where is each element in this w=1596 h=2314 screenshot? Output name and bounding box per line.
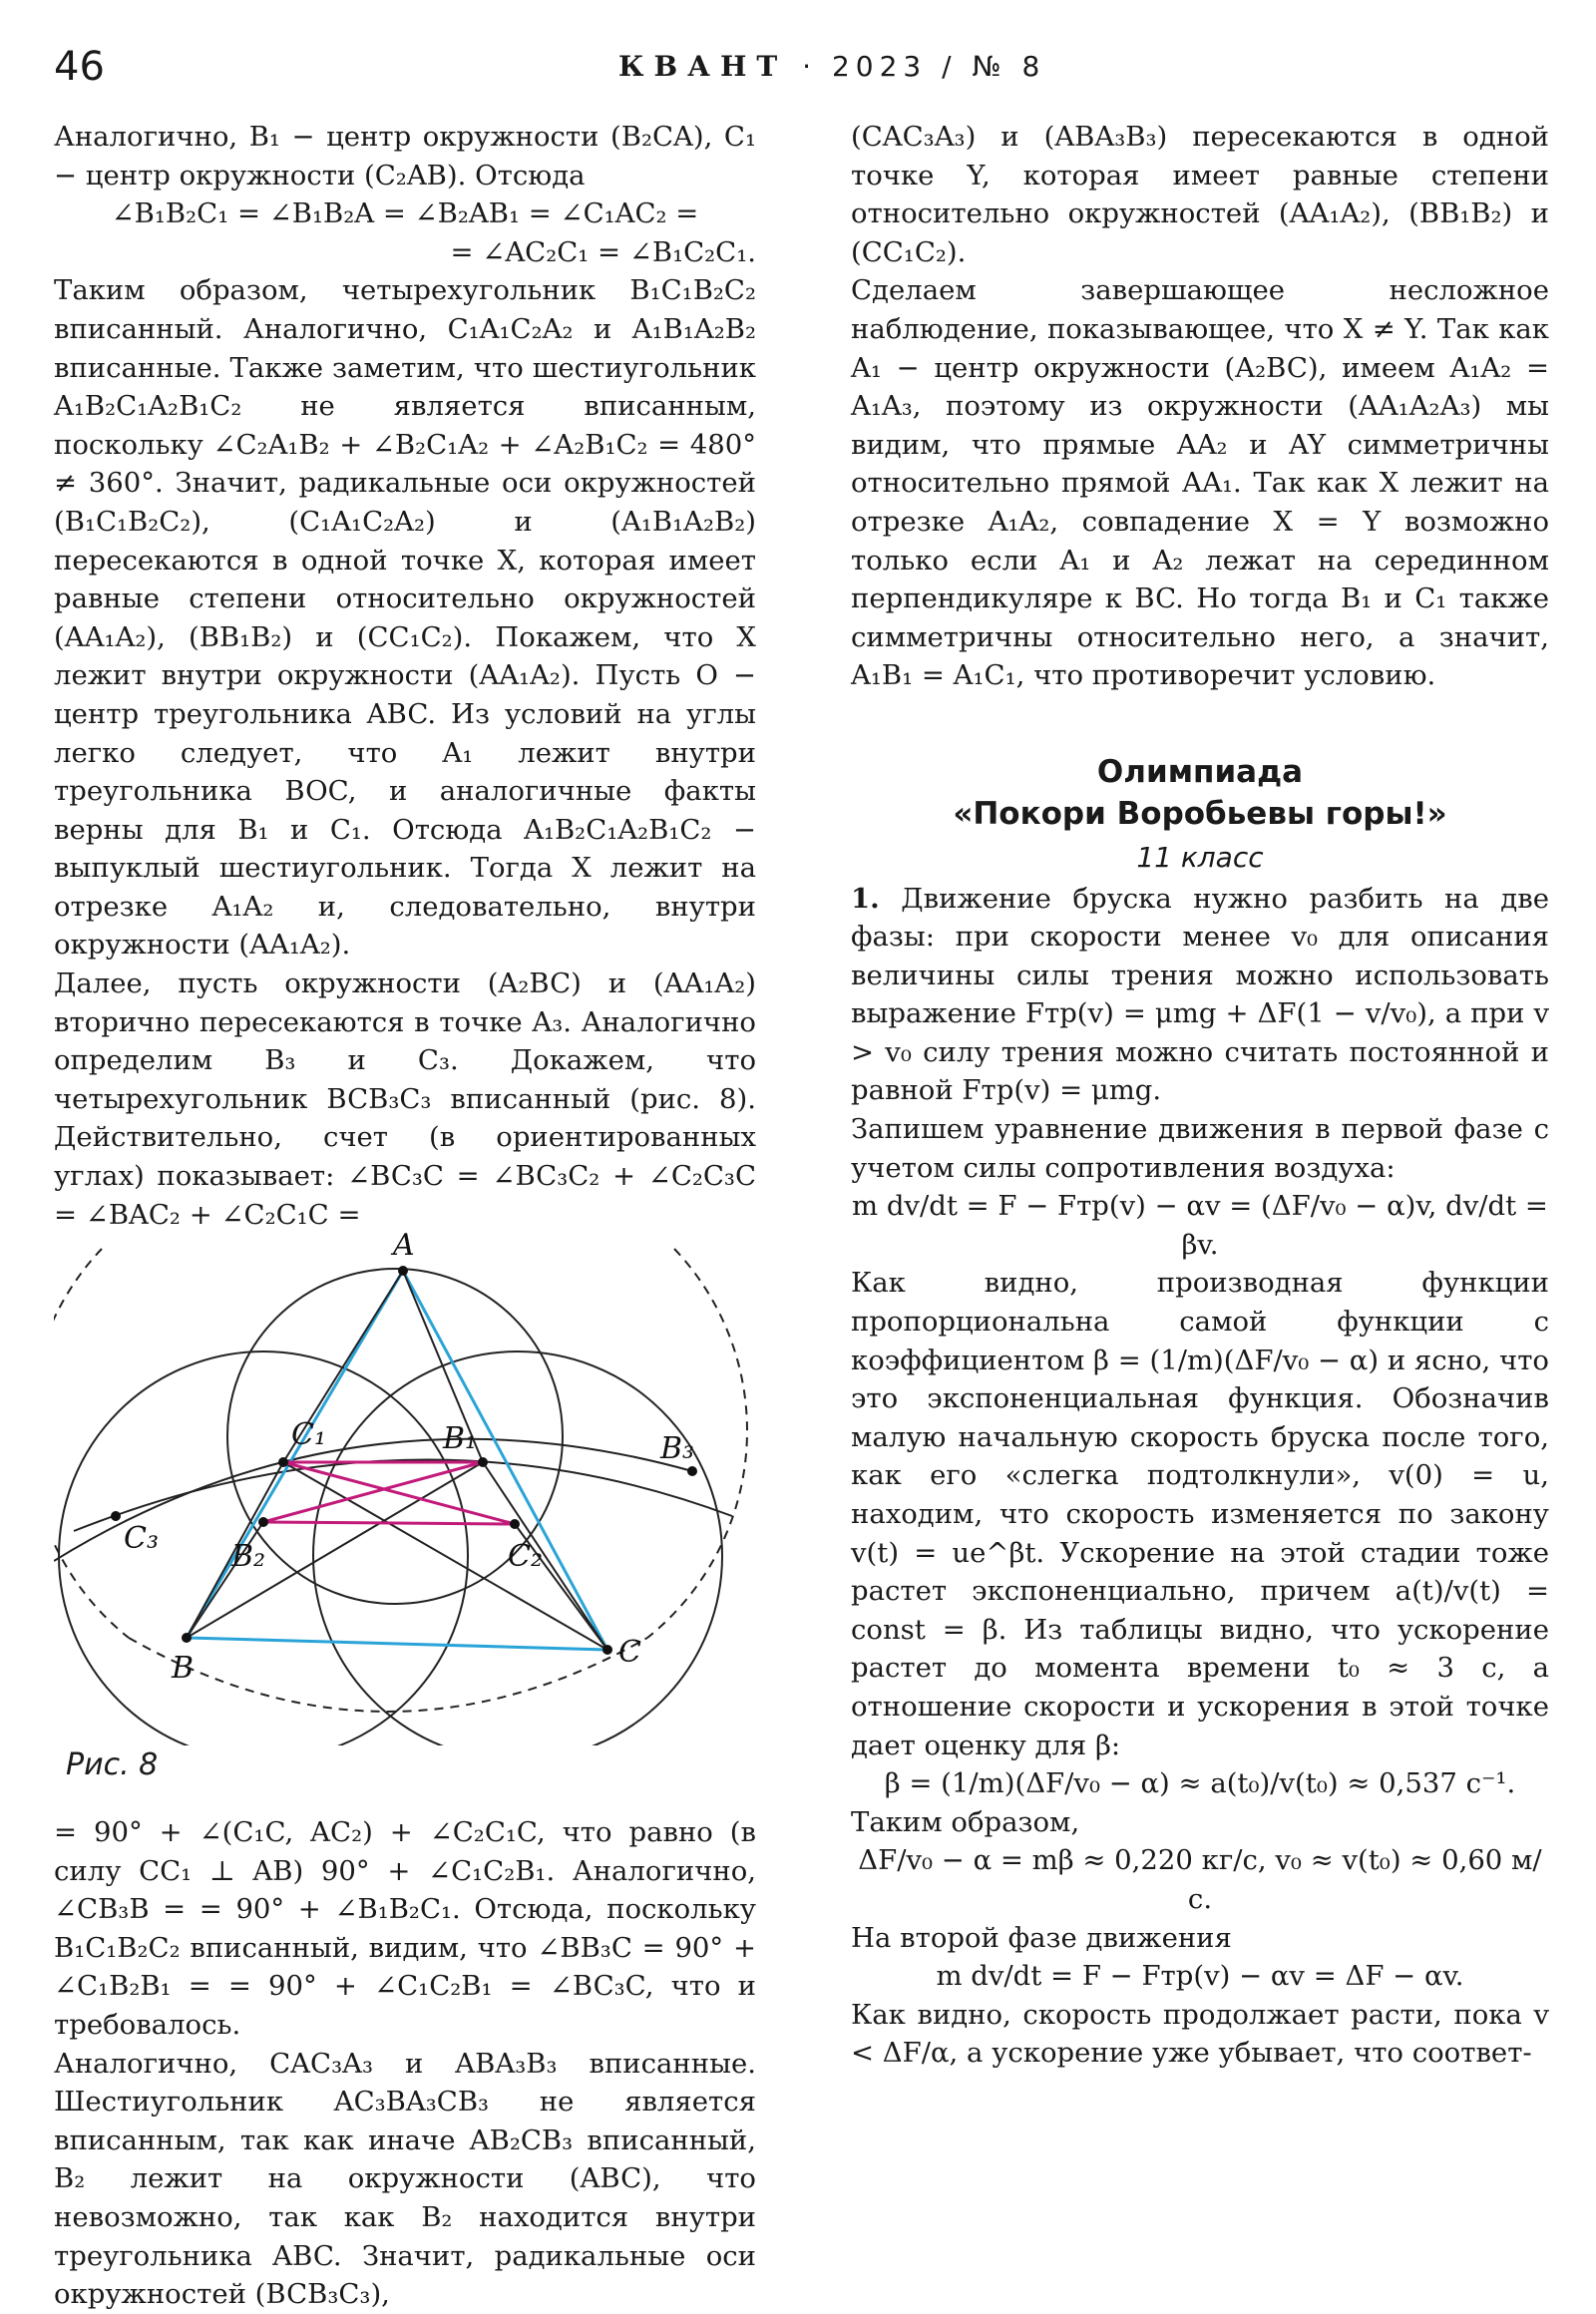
- point-C2: [510, 1519, 520, 1529]
- header-separator: ·: [802, 50, 818, 83]
- point-B1: [478, 1457, 488, 1467]
- paragraph: Сделаем завершающее несложное наблюдение, показывающее, что X ≠ Y. Так как A₁ − центр окружности (A₂BC), имеем A₁A₂ = A₁A₃, поэтому из окружности (AA₁A₂A₃) мы видим, что прямые AA₂ и AY симметричны относительно прямой AA₁. Так как X лежит на отрезке A₁A₂, совпадение X = Y возможно только если A₁ и A₂ лежат на серединном перпендикуляре к BC. Но тогда B₁ и C₁ также симметричны относительно него, а значит, A₁B₁ = A₁C₁, что противоречит условию.: [851, 274, 1549, 692]
- segment-CC1: [283, 1462, 607, 1650]
- paragraph: Как видно, производная функции пропорциональна самой функции с коэффициентом β = (1/m)(ΔF/v₀ − α) и ясно, что это экспоненциальная функция. Обозначив малую начальную скорость бруска после того, как его «слегка подтолкнули», v(0) = u, находим, что скорость изменяется по закону v(t) = ue^βt. Ускорение на этой стадии тоже растет экспоненциально, причем a(t)/v(t) = const = β. Из таблицы видно, что ускорение растет до момента времени t₀ ≈ 3 с, а отношение скорости и ускорения в этой точке дает оценку для β:: [851, 1267, 1549, 1761]
- segment-CB1: [483, 1462, 607, 1650]
- paragraph: Как видно, скорость продолжает расти, пока v < ΔF/α, а ускорение уже убывает, что соответ-: [851, 1998, 1549, 2070]
- point-C3: [111, 1511, 121, 1521]
- journal-title: КВАНТ: [618, 50, 788, 83]
- equation-motion-1: m dv/dt = F − Fтр(v) − αv = (ΔF/v₀ − α)v, dv/dt = βv.: [852, 1190, 1548, 1261]
- equation-results: ΔF/v₀ − α = mβ ≈ 0,220 кг/с, v₀ ≈ v(t₀) ≈ 0,60 м/с.: [858, 1844, 1542, 1915]
- label-B2: B₂: [231, 1539, 266, 1574]
- paragraph: На второй фазе движения: [851, 1921, 1232, 1954]
- point-C: [602, 1645, 612, 1655]
- dashed-arc-left: [54, 1249, 129, 1638]
- equation-angles-line1: ∠B₁B₂C₁ = ∠B₁B₂A = ∠B₂AB₁ = ∠C₁AC₂ =: [111, 197, 699, 230]
- label-C1: C₁: [291, 1417, 326, 1452]
- issue-number: 2023 / № 8: [831, 50, 1046, 83]
- point-B2: [258, 1517, 268, 1527]
- equation-motion-2: m dv/dt = F − Fтр(v) − αv = ΔF − αv.: [936, 1960, 1464, 1993]
- paragraph: Аналогично, CAC₃A₃ и ABA₃B₃ вписанные. Шестиугольник AC₃BA₃CB₃ не является вписанным, так как иначе AB₂CB₃ вписанный, B₂ лежит на окружности (ABC), что невозможно, так как B₂ находится внутри треугольника ABC. Значит, радикальные оси окружностей (BCB₃C₃),: [54, 2047, 756, 2311]
- heading-line1: Олимпиада: [1096, 753, 1304, 790]
- point-B3: [687, 1466, 697, 1476]
- label-C: C: [618, 1635, 641, 1670]
- label-C2: C₂: [508, 1539, 543, 1574]
- page-number: 46: [54, 44, 105, 90]
- point-C1: [278, 1457, 288, 1467]
- paragraph: Таким образом, четырехугольник B₁C₁B₂C₂ вписанный. Аналогично, C₁A₁C₂A₂ и A₁B₁A₂B₂ вписанные. Также заметим, что шестиугольник A₁B₂C₁A₂B₁C₂ не является вписанным, поскольку ∠C₂A₁B₂ + ∠B₂C₁A₂ + ∠A₂B₁C₂ = 480° ≠ 360°. Значит, радикальные оси окружностей (B₁C₁B₂C₂), (C₁A₁C₂A₂) и (A₁B₁A₂B₂) пересекаются в одной точке X, которая имеет равные степени относительно окружностей (AA₁A₂), (BB₁B₂) и (CC₁C₂). Покажем, что X лежит внутри окружности (AA₁A₂). Пусть O − центр треугольника ABC. Из условий на углы легко следует, что A₁ лежит внутри треугольника BOC, и аналогичные факты верны для B₁ и C₁. Отсюда A₁B₂C₁A₂B₁C₂ − выпуклый шестиугольник. Тогда X лежит на отрезке A₁A₂ и, следовательно, внутри окружности (AA₁A₂).: [54, 274, 756, 962]
- paragraph: Далее, пусть окружности (A₂BC) и (AA₁A₂) вторично пересекаются в точке A₃. Аналогично определим B₃ и C₃. Докажем, что четырехугольник BCB₃C₃ вписанный (рис. 8). Действительно, счет (в ориентированных углах) показывает: ∠BC₃C = ∠BC₃C₂ + ∠C₂C₃C = ∠BAC₂ + ∠C₂C₁C =: [54, 967, 756, 1231]
- section-heading: [851, 751, 1549, 835]
- grade-label: 11 класс: [1136, 840, 1264, 874]
- point-A: [398, 1266, 408, 1276]
- equation-angles-line2: = ∠AC₂C₁ = ∠B₁C₂C₁.: [450, 235, 756, 268]
- geometry-diagram: [54, 1227, 756, 1745]
- right-column: [851, 118, 1549, 2073]
- paragraph: = 90° + ∠(C₁C, AC₂) + ∠C₂C₁C, что равно (в силу CC₁ ⊥ AB) 90° + ∠C₁C₂B₁. Аналогично, ∠CB₃B = = 90° + ∠B₁B₂C₁. Отсюда, поскольку B₁C₁B₂C₂ вписанный, видим, что ∠BB₃C = 90° + ∠C₁B₂B₁ = = 90° + ∠C₁C₂B₁ = ∠BC₃C, что и требовалось.: [54, 1816, 756, 2041]
- magenta-B2C2: [263, 1522, 515, 1524]
- label-B3: B₃: [660, 1431, 695, 1466]
- equation-beta: β = (1/m)(ΔF/v₀ − α) ≈ a(t₀)/v(t₀) ≈ 0,537 с⁻¹.: [884, 1767, 1516, 1800]
- figure-8: [54, 1227, 756, 1745]
- paragraph: Аналогично, B₁ − центр окружности (B₂CA), C₁ − центр окружности (C₂AB). Отсюда: [54, 121, 756, 192]
- point-B: [182, 1633, 192, 1643]
- problem-1: [851, 880, 1549, 1111]
- paragraph: Запишем уравнение движения в первой фазе с учетом силы сопротивления воздуха:: [851, 1113, 1549, 1184]
- paragraph: Таким образом,: [851, 1805, 1080, 1838]
- problem-text: Движение бруска нужно разбить на две фазы: при скорости менее v₀ для описания величины силы трения можно использовать выражение Fтр(v) = μmg + ΔF(1 − v/v₀), а при v > v₀ силу трения можно считать постоянной и равной Fтр(v) = μmg.: [851, 882, 1549, 1107]
- paragraph: (CAC₃A₃) и (ABA₃B₃) пересекаются в одной точке Y, которая имеет равные степени относительно окружностей (AA₁A₂), (BB₁B₂) и (CC₁C₂).: [851, 121, 1549, 268]
- heading-line2: «Покори Воробьевы горы!»: [953, 795, 1447, 832]
- figure-caption: Рис. 8: [66, 1747, 159, 1782]
- label-C3: C₃: [124, 1521, 159, 1556]
- problem-number: 1.: [851, 882, 880, 915]
- left-column-top: [54, 118, 756, 1234]
- left-column-bottom: [54, 1813, 756, 2314]
- label-A: A: [393, 1228, 415, 1263]
- running-header: [618, 50, 1045, 83]
- label-B: B: [172, 1651, 195, 1686]
- label-B1: B₁: [443, 1421, 478, 1456]
